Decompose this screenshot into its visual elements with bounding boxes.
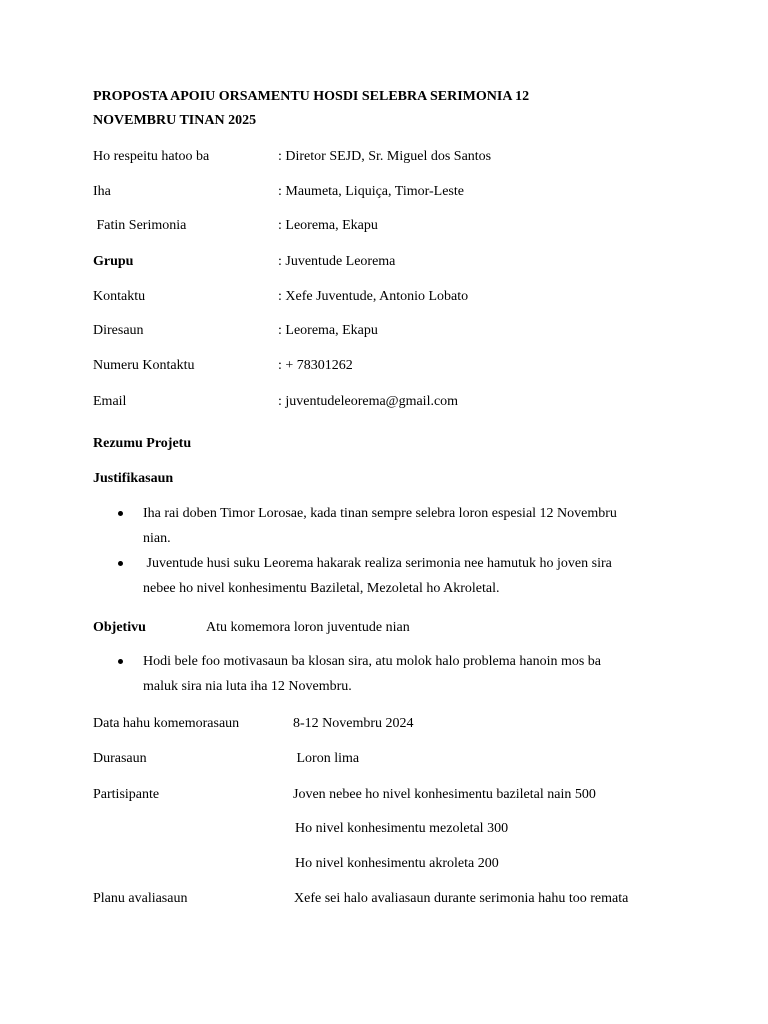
bullet-icon <box>118 561 123 566</box>
info-value-grupu: : Juventude Leorema <box>278 254 396 269</box>
info-label-email: Email <box>93 394 127 409</box>
rezumu-heading: Rezumu Projetu <box>93 436 192 451</box>
planu-value: Xefe sei halo avaliasaun durante serimonia hahu too remata <box>294 891 629 906</box>
justifikasaun-bullet-2-line-1: Juventude husi suku Leorema hakarak realiza serimonia nee hamutuk ho joven sira <box>143 556 612 571</box>
partisipante-label: Partisipante <box>93 787 160 802</box>
objetivu-bullet-line-1: Hodi bele foo motivasaun ba klosan sira, atu molok halo problema hanoin mos ba <box>143 654 602 669</box>
partisipante-value-3: Ho nivel konhesimentu akroleta 200 <box>295 856 499 871</box>
info-value-iha: : Maumeta, Liquiça, Timor-Leste <box>278 184 464 199</box>
info-value-email: : juventudeleorema@gmail.com <box>278 394 459 409</box>
bullet-icon <box>118 511 123 516</box>
data-value: 8-12 Novembru 2024 <box>293 716 414 731</box>
info-label-grupu: Grupu <box>93 254 134 269</box>
document-title-line-2: NOVEMBRU TINAN 2025 <box>93 113 257 128</box>
partisipante-value-1: Joven nebee ho nivel konhesimentu baziletal nain 500 <box>293 787 596 802</box>
info-label-diresaun: Diresaun <box>93 323 144 338</box>
justifikasaun-bullet-2-line-2: nebee ho nivel konhesimentu Baziletal, Mezoletal ho Akroletal. <box>143 581 500 596</box>
info-value-respeitu: : Diretor SEJD, Sr. Miguel dos Santos <box>278 149 492 164</box>
partisipante-value-2: Ho nivel konhesimentu mezoletal 300 <box>295 821 509 836</box>
planu-label: Planu avaliasaun <box>93 891 188 906</box>
data-label: Data hahu komemorasaun <box>93 716 240 731</box>
justifikasaun-bullet-1-line-1: Iha rai doben Timor Lorosae, kada tinan sempre selebra loron espesial 12 Novembru <box>143 506 617 521</box>
info-label-respeitu: Ho respeitu hatoo ba <box>93 149 210 164</box>
durasaun-value: Loron lima <box>293 751 360 766</box>
info-value-numeru: : + 78301262 <box>278 358 353 373</box>
objetivu-value: Atu komemora loron juventude nian <box>206 620 410 635</box>
document-title-line-1: PROPOSTA APOIU ORSAMENTU HOSDI SELEBRA SERIMONIA 12 <box>93 89 530 104</box>
justifikasaun-heading: Justifikasaun <box>93 471 174 486</box>
bullet-icon <box>118 659 123 664</box>
info-value-diresaun: : Leorema, Ekapu <box>278 323 378 338</box>
objetivu-label: Objetivu <box>93 620 146 635</box>
info-label-fatin: Fatin Serimonia <box>93 218 187 233</box>
info-value-kontaktu: : Xefe Juventude, Antonio Lobato <box>278 289 469 304</box>
info-label-kontaktu: Kontaktu <box>93 289 146 304</box>
info-label-numeru: Numeru Kontaktu <box>93 358 195 373</box>
objetivu-bullet-line-2: maluk sira nia luta iha 12 Novembru. <box>143 679 352 694</box>
info-label-iha: Iha <box>93 184 111 199</box>
justifikasaun-bullet-1-line-2: nian. <box>143 531 171 546</box>
info-value-fatin: : Leorema, Ekapu <box>278 218 378 233</box>
durasaun-label: Durasaun <box>93 751 147 766</box>
